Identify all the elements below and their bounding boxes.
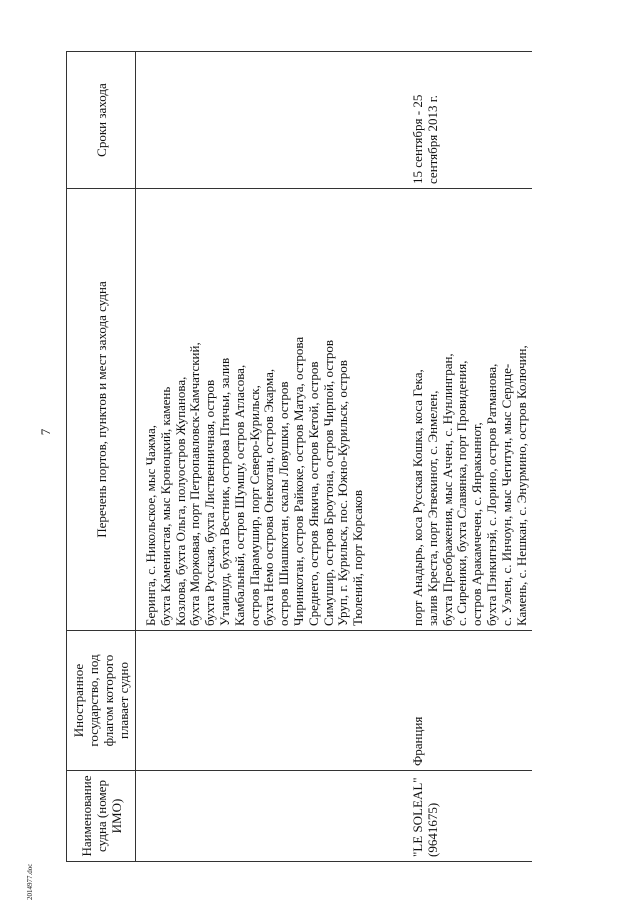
place-line: Козлова, бухта Ольга, полуостров Жупанова,	[172, 376, 188, 626]
document-id: 2014977.doc	[26, 863, 34, 900]
header-ports-list: Перечень портов, пунктов и мест захода судна	[67, 189, 136, 631]
place-line: бухта Немо острова Онекотан, остров Экарма,	[261, 368, 277, 626]
place-line: Уруп, г. Курильск, пос. Южно-Курильск, остров	[335, 360, 351, 626]
place-line: остров Парамушир, порт Северо-Курильск,	[246, 385, 262, 626]
place-line: Беринга, с. Никольское, мыс Чажма,	[143, 425, 158, 626]
place-line: Утаишуд, бухта Вестник, острова Птичьи, залив	[216, 357, 232, 626]
cell-places	[401, 189, 532, 631]
cell-flag: Франция	[401, 631, 532, 771]
place-line: остров Аракамчечен, с. Янракыннот,	[469, 422, 485, 626]
place-line: Тюлений, порт Корсаков	[350, 489, 366, 626]
page-number: 7	[38, 428, 53, 436]
table-row-le-soleal	[401, 52, 532, 862]
place-line: бухта Моржовая, порт Петропавловск-Камчатский,	[187, 342, 203, 626]
place-line: с. Сиреники, бухта Славянка, порт Провидения,	[454, 360, 470, 626]
document-table-rotated	[66, 52, 586, 862]
cell-vessel: "LE SOLEAL" (9641675)	[401, 771, 532, 862]
place-line: залив Креста, порт Эгвекинот, с. Энмелен,	[424, 390, 440, 626]
cell-dates	[136, 52, 402, 189]
table-row-continuation	[136, 52, 402, 862]
header-vessel-name: Наименование судна (номер ИМО)	[67, 771, 136, 862]
place-line: бухта Преображения, мыс Аччен, с. Нунлингран,	[439, 353, 455, 626]
place-line: порт Анадырь, коса Русская Кошка, коса Гека,	[410, 369, 425, 626]
place-line: Среднего, остров Янкича, остров Кетой, остров	[305, 361, 321, 626]
header-call-dates: Сроки захода	[67, 52, 136, 189]
place-line: Камень, с. Нешкан, с. Энурмино, остров Колючин,	[513, 345, 529, 626]
cell-vessel	[136, 771, 402, 862]
place-line: остров Шиашкотан, скалы Ловушки, остров	[276, 381, 292, 626]
place-line: бухта Каменистая, мыс Кроноцкий, камень	[157, 386, 173, 626]
place-line: бухта Русская, бухта Лиственничная, остров	[202, 379, 218, 626]
place-line: бухта Пэнкигнэй, с. Лорино, остров Ратманова,	[483, 363, 499, 626]
header-flag-state: Иностранное государство, под флагом которого плавает судно	[67, 631, 136, 771]
cell-dates: 15 сентября - 25 сентября 2013 г.	[401, 52, 532, 189]
cell-flag	[136, 631, 402, 771]
table-header-row	[67, 52, 136, 862]
place-line: Чиринкотан, остров Райкоке, остров Матуа, острова	[290, 336, 306, 626]
place-line: Камбальный, остров Шумшу, остров Атласова,	[231, 364, 247, 626]
place-line: с. Уэлен, с. Инчоун, мыс Чегитун, мыс Сердце-	[498, 363, 514, 626]
place-line: Симушир, остров Броутона, остров Чирпой, остров	[320, 339, 336, 626]
cell-places	[136, 189, 402, 631]
ports-table	[66, 51, 532, 862]
